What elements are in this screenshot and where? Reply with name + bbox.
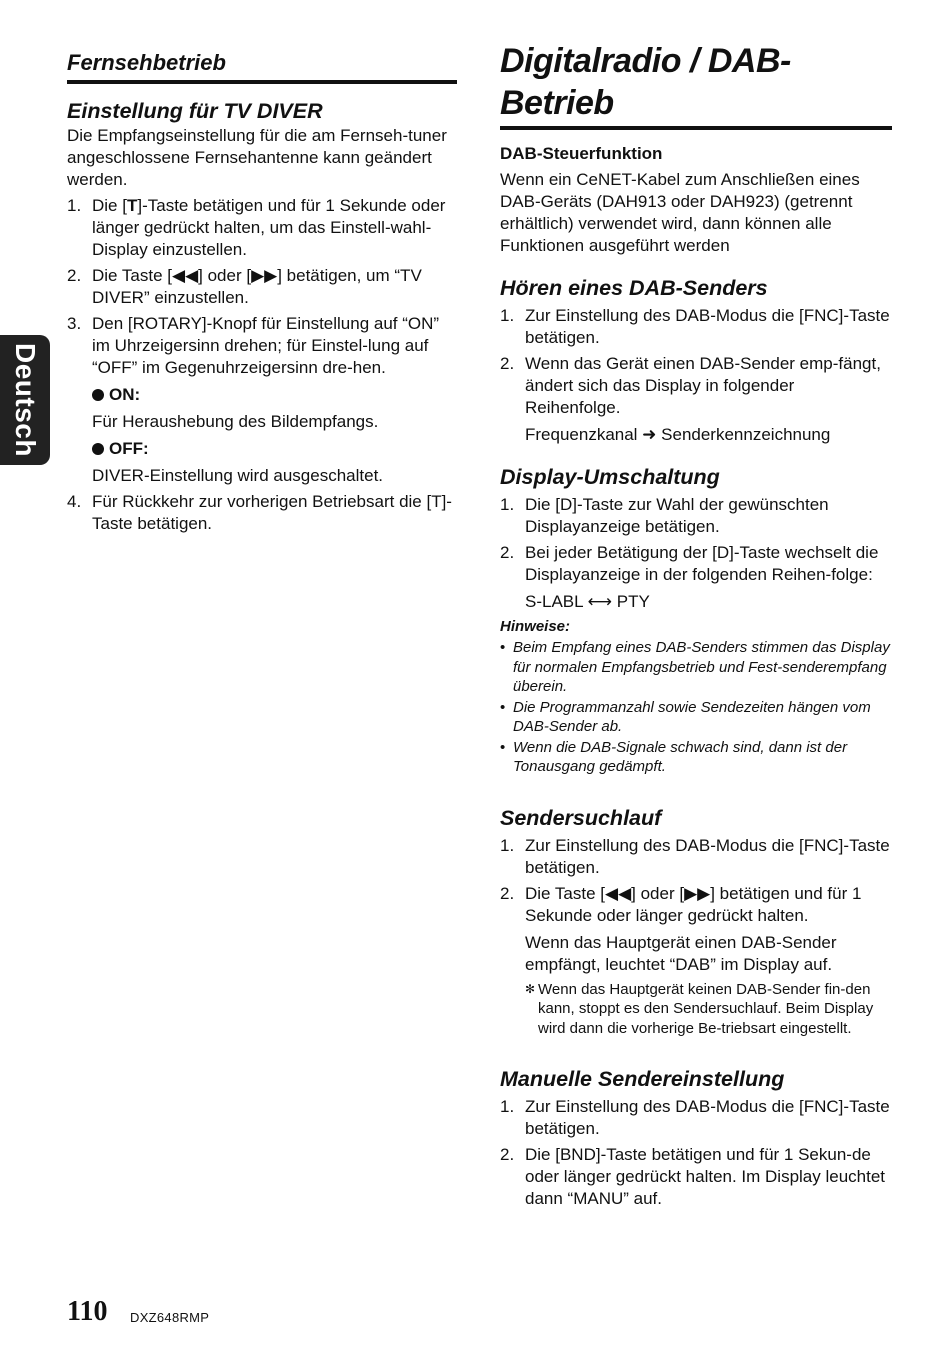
manual-heading: Manuelle Sendereinstellung: [500, 1067, 785, 1091]
list-item: 1. Die [D]-Taste zur Wahl der gewünschten Displayanzeige betätigen.: [500, 495, 829, 536]
display-sequence: S-LABL ⟷ PTY: [525, 592, 650, 611]
section-header: Fernsehbetrieb: [67, 50, 226, 75]
search-footnote: ✻ Wenn das Hauptgerät keinen DAB-Sender fin-den kann, stoppt es den Sendersuchlauf. Beim Display wird dann die vorherige Be-triebsart eingestellt.: [525, 980, 874, 1037]
left-column: [67, 50, 457, 535]
list-item: 2. Bei jeder Betätigung der [D]-Taste wechselt die Displayanzeige in der folgenden Reihen-folge:: [500, 543, 879, 584]
tv-diver-steps-cont: [67, 491, 457, 535]
step-text: Die [: [92, 196, 127, 215]
page-number: 110: [67, 1296, 108, 1327]
step-text: Die Taste [◀◀] oder [▶▶] betätigen, um “TV DIVER” einzustellen.: [92, 266, 422, 307]
display-heading: Display-Umschaltung: [500, 465, 720, 489]
note-item: • Die Programmanzahl sowie Sendezeiten hängen vom DAB-Sender ab.: [500, 698, 871, 735]
list-item: 2. Die Taste [◀◀] oder [▶▶] betätigen, um “TV DIVER” einzustellen.: [67, 266, 422, 307]
listen-steps: [500, 305, 892, 419]
dab-control-heading: DAB-Steuerfunktion: [500, 144, 663, 163]
list-item: 1. Zur Einstellung des DAB-Modus die [FNC]-Taste betätigen.: [500, 835, 890, 877]
language-tab-label: Deutsch: [10, 343, 41, 457]
off-label: OFF:: [67, 438, 457, 460]
right-column: [500, 40, 892, 1210]
step-text: Die [D]-Taste zur Wahl der gewünschten Displayanzeige betätigen.: [525, 495, 829, 536]
bullet-dot: [92, 389, 104, 401]
step-text: Zur Einstellung des DAB-Modus die [FNC]-Taste betätigen.: [525, 1097, 890, 1138]
tv-diver-heading: Einstellung für TV DIVER: [67, 99, 323, 123]
notes-heading: Hinweise:: [500, 618, 571, 635]
on-text: Für Heraushebung des Bildempfangs.: [92, 412, 379, 431]
step-text: Zur Einstellung des DAB-Modus die [FNC]-Taste betätigen.: [525, 306, 890, 347]
page-title: Digitalradio / DAB-Betrieb: [500, 42, 791, 122]
list-item: 2. Die [BND]-Taste betätigen und für 1 Sekun-de oder länger gedrückt halten. Im Display leuchtet dann “MANU” auf.: [500, 1145, 886, 1208]
note-item: • Beim Empfang eines DAB-Senders stimmen das Display für normalen Empfangsbetrieb und Fest-senderempfang überein.: [500, 639, 890, 695]
list-item: 2. Wenn das Gerät einen DAB-Sender emp-fängt, ändert sich das Display in folgender Reihenfolge.: [500, 354, 881, 417]
step-text: Die [BND]-Taste betätigen und für 1 Sekun-de oder länger gedrückt halten. Im Display leuchtet dann “MANU” auf.: [525, 1145, 886, 1208]
note-item: • Wenn die DAB-Signale schwach sind, dann ist der Tonausgang gedämpft.: [500, 738, 848, 775]
list-item: 2. Die Taste [◀◀] oder [▶▶] betätigen und für 1 Sekunde oder länger gedrückt halten.: [500, 883, 862, 925]
dab-control-text: Wenn ein CeNET-Kabel zum Anschließen eines DAB-Geräts (DAH913 oder DAH923) (getrennt erhältlich) verwendet wird, dann können alle Funktionen ausgeführt werden: [500, 170, 860, 255]
list-item: 1. Zur Einstellung des DAB-Modus die [FNC]-Taste betätigen.: [500, 306, 890, 347]
tv-diver-intro: Die Empfangseinstellung für die am Fernseh-tuner angeschlossene Fernsehantenne kann geändert werden.: [67, 126, 447, 189]
language-tab: [0, 335, 50, 465]
listen-sequence: Frequenzkanal ➜ Senderkennzeichnung: [525, 425, 831, 444]
list-item: 1. Zur Einstellung des DAB-Modus die [FNC]-Taste betätigen.: [500, 1097, 890, 1138]
search-follow-text: Wenn das Hauptgerät einen DAB-Sender empfängt, leuchtet “DAB” im Display auf.: [525, 932, 837, 974]
list-item: 3. Den [ROTARY]-Knopf für Einstellung auf “ON” im Uhrzeigersinn drehen; für Einstel-lung auf “OFF” im Gegenuhrzeigersinn dre-hen.: [67, 314, 440, 377]
display-steps: [500, 494, 892, 586]
off-text: DIVER-Einstellung wird ausgeschaltet.: [92, 466, 384, 485]
step-text: Die Taste [◀◀] oder [▶▶] betätigen und für 1 Sekunde oder länger gedrückt halten.: [525, 883, 862, 925]
bullet-dot: [92, 443, 104, 455]
listen-heading: Hören eines DAB-Senders: [500, 276, 768, 300]
manual-steps: [500, 1096, 892, 1210]
tv-diver-steps: [67, 195, 457, 379]
list-item: 1. Die [T]-Taste betätigen und für 1 Sekunde oder länger gedrückt halten, um das Einstell-wahl-Display einzustellen.: [67, 196, 446, 259]
model-number: DXZ648RMP: [130, 1310, 210, 1325]
list-item: 4. Für Rückkehr zur vorherigen Betriebsart die [T]-Taste betätigen.: [67, 492, 452, 533]
step-text: Den [ROTARY]-Knopf für Einstellung auf “ON” im Uhrzeigersinn drehen; für Einstel-lung auf “OFF” im Gegenuhrzeigersinn dre-hen.: [92, 314, 440, 377]
search-heading: Sendersuchlauf: [500, 805, 662, 830]
on-label: ON:: [67, 384, 457, 406]
step-text: Bei jeder Betätigung der [D]-Taste wechselt die Displayanzeige in der folgenden Reihen-folge:: [525, 543, 879, 584]
search-steps: [500, 835, 892, 927]
step-text: Für Rückkehr zur vorherigen Betriebsart die [T]-Taste betätigen.: [92, 492, 452, 533]
step-text: Wenn das Gerät einen DAB-Sender emp-fängt, ändert sich das Display in folgender Reihenfolge.: [525, 354, 881, 417]
step-text: Zur Einstellung des DAB-Modus die [FNC]-Taste betätigen.: [525, 835, 890, 877]
